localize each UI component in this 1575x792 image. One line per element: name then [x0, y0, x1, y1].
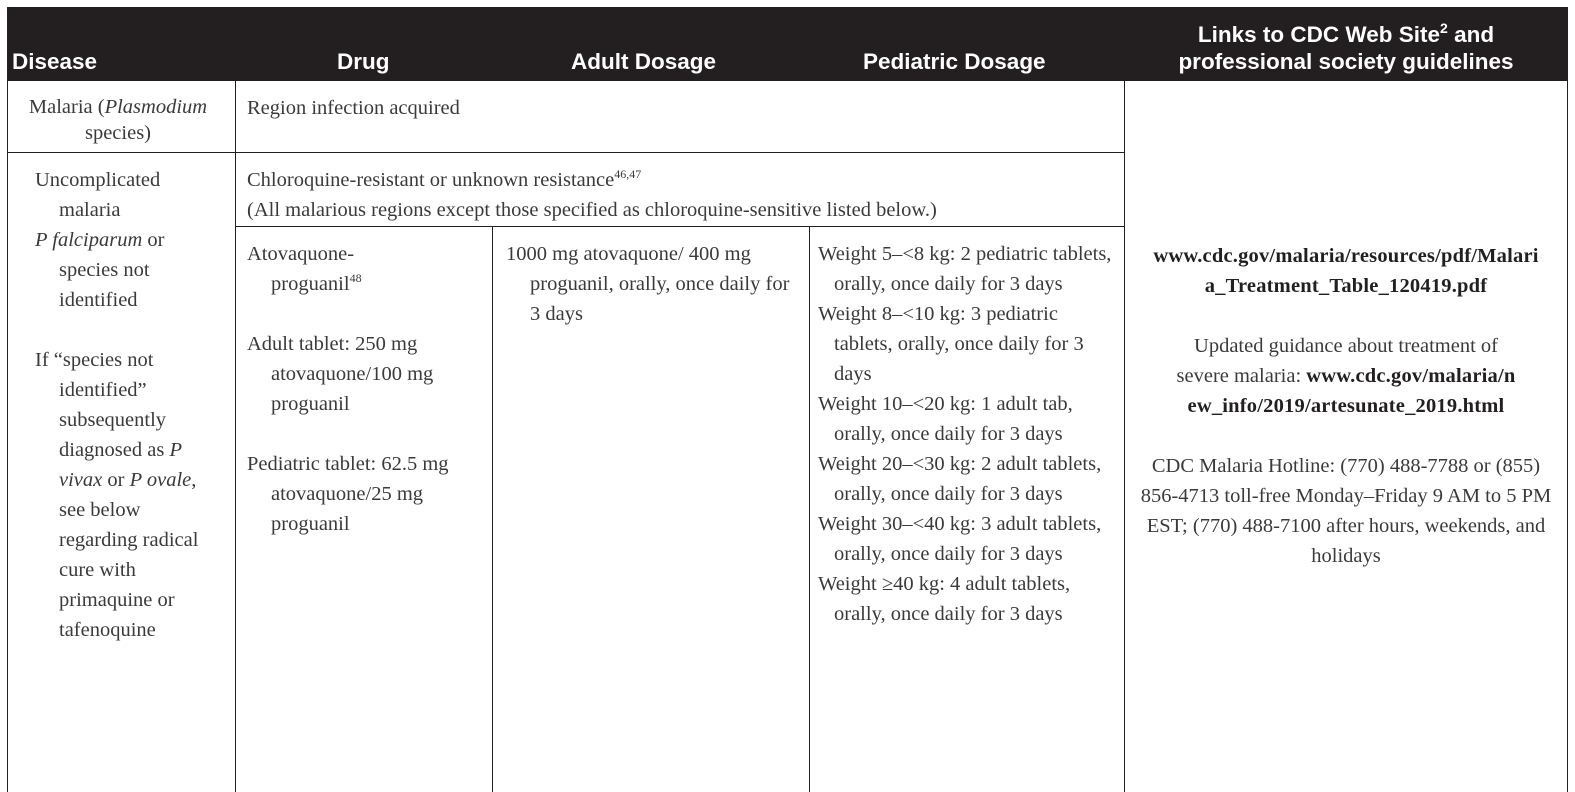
- pediatric-dosage-item: Weight 8–<10 kg: 3 pediatric tablets, orally, once daily for 3 days: [818, 303, 1084, 385]
- cdc-treatment-table-link[interactable]: www.cdc.gov/malaria/resources/pdf/Malaria_Treatment_Table_120419.pdf: [1153, 245, 1539, 297]
- adult-dosage-text: 1000 mg atovaquone/ 400 mg proguanil, orally, once daily for 3 days: [506, 243, 790, 325]
- cdc-malaria-hotline: CDC Malaria Hotline: (770) 488-7788 or (855) 856-4713 toll-free Monday–Friday 9 AM to 5 PM EST; (770) 488-7100 after hours, weekends, and holidays: [1140, 455, 1552, 567]
- pediatric-dosage-item: Weight 5–<8 kg: 2 pediatric tablets, orally, once daily for 3 days: [818, 243, 1112, 295]
- links-cell: [1126, 241, 1566, 571]
- table-header: [7, 7, 1568, 81]
- border-drug-adult: [492, 226, 493, 792]
- species-falciparum: P falciparum or species not identified: [35, 229, 165, 311]
- border-pediatric-links: [1124, 81, 1125, 792]
- drug-name: Atovaquone-proguanil$^{48}$: [247, 243, 362, 295]
- resistance-header: Chloroquine-resistant or unknown resistance$^{46,47}$ (All malarious regions except those specified as chloroquine-sensitive listed below.): [247, 167, 937, 221]
- header-disease: Disease: [12, 49, 98, 74]
- header-drug: Drug: [337, 49, 390, 74]
- pediatric-tablet: Pediatric tablet: 62.5 mg atovaquone/25 mg proguanil: [247, 453, 449, 535]
- disease-malaria: Malaria (Plasmodium species): [28, 96, 208, 144]
- uncomplicated-malaria: Uncomplicated malaria: [35, 169, 161, 221]
- row-divider-malaria: [7, 152, 1124, 153]
- border-adult-pediatric: [809, 226, 810, 792]
- header-links: Links to CDC Web Site$^2$ and professional society guidelines: [1178, 20, 1514, 74]
- row-divider-resistance: [235, 226, 1124, 227]
- region-infection-acquired: Region infection acquired: [247, 97, 460, 119]
- artesunate-guidance-link[interactable]: www.cdc.gov/malaria/new_info/2019/artesunate_2019.html: [1187, 365, 1516, 417]
- severe-malaria-guidance: Updated guidance about treatment of severe malaria: www.cdc.gov/malaria/new_info/2019/artesunate_2019.html: [1176, 335, 1516, 417]
- disease-detail: [35, 165, 225, 645]
- pediatric-dosage-item: Weight 10–<20 kg: 1 adult tab, orally, once daily for 3 days: [818, 393, 1073, 445]
- drug-cell: [247, 239, 482, 539]
- border-left: [7, 81, 8, 792]
- species-not-identified-note: If “species not identified” subsequently diagnosed as P vivax or P ovale, see below regarding radical cure with primaquine or tafenoquine: [35, 349, 199, 641]
- adult-tablet: Adult tablet: 250 mg atovaquone/100 mg proguanil: [247, 333, 434, 415]
- pediatric-dosage-cell: [818, 239, 1120, 629]
- header-adult-dosage: Adult Dosage: [571, 49, 717, 74]
- border-right: [1567, 81, 1568, 792]
- pediatric-dosage-item: Weight 30–<40 kg: 3 adult tablets, orally, once daily for 3 days: [818, 513, 1102, 565]
- pediatric-dosage-item: Weight ≥40 kg: 4 adult tablets, orally, once daily for 3 days: [818, 573, 1071, 625]
- malaria-treatment-table: [7, 7, 1568, 792]
- header-pediatric-dosage: Pediatric Dosage: [863, 49, 1046, 74]
- adult-dosage-cell: [506, 239, 796, 329]
- border-disease-drug: [235, 81, 236, 792]
- pediatric-dosage-item: Weight 20–<30 kg: 2 adult tablets, orally, once daily for 3 days: [818, 453, 1102, 505]
